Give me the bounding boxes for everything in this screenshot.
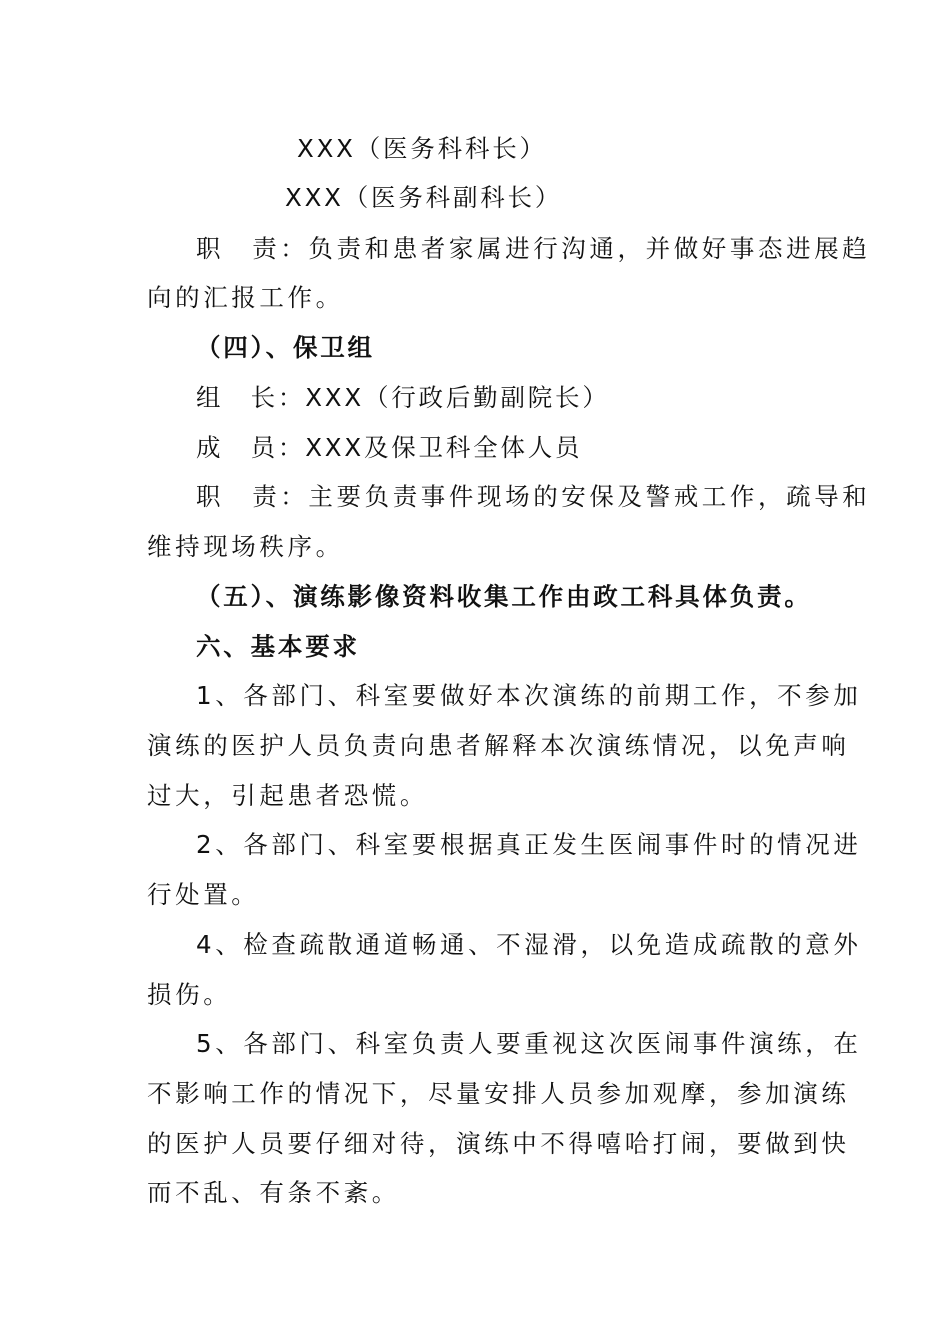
member-line-medical-deputy: XXX（医务科副科长） [285,183,563,212]
section-heading-security: （四）、保卫组 [196,333,375,362]
leader-line: 组 长：XXX（行政后勤副院长） [196,383,610,412]
requirement-5-line-2: 不影响工作的情况下，尽量安排人员参加观摩，参加演练 [147,1079,850,1108]
requirement-2-line-2: 行处置。 [147,880,260,909]
requirement-5-line-4: 而不乱、有条不紊。 [147,1178,400,1207]
requirement-1: 1、各部门、科室要做好本次演练的前期工作，不参加 [196,681,862,710]
requirement-5: 5、各部门、科室负责人要重视这次医闹事件演练，在 [196,1029,862,1058]
section-heading-media: （五）、演练影像资料收集工作由政工科具体负责。 [196,582,812,611]
duty-line: 职 责：负责和患者家属进行沟通，并做好事态进展趋 [196,234,871,263]
requirement-5-line-3: 的医护人员要仔细对待，演练中不得嘻哈打闹，要做到快 [147,1129,850,1158]
section-heading-requirements: 六、基本要求 [196,632,360,661]
members-line: 成 员：XXX及保卫科全体人员 [196,433,583,462]
duty-line-security: 职 责：主要负责事件现场的安保及警戒工作，疏导和 [196,482,871,511]
requirement-1-line-2: 演练的医护人员负责向患者解释本次演练情况，以免声响 [147,731,850,760]
duty-line-continued: 向的汇报工作。 [147,283,344,312]
duty-line-security-continued: 维持现场秩序。 [147,532,344,561]
requirement-4: 4、检查疏散通道畅通、不湿滑，以免造成疏散的意外 [196,930,862,959]
requirement-4-line-2: 损伤。 [147,980,232,1009]
member-line-medical-chief: XXX（医务科科长） [297,134,547,163]
requirement-1-line-3: 过大，引起患者恐慌。 [147,781,428,810]
requirement-2: 2、各部门、科室要根据真正发生医闹事件时的情况进 [196,830,862,859]
